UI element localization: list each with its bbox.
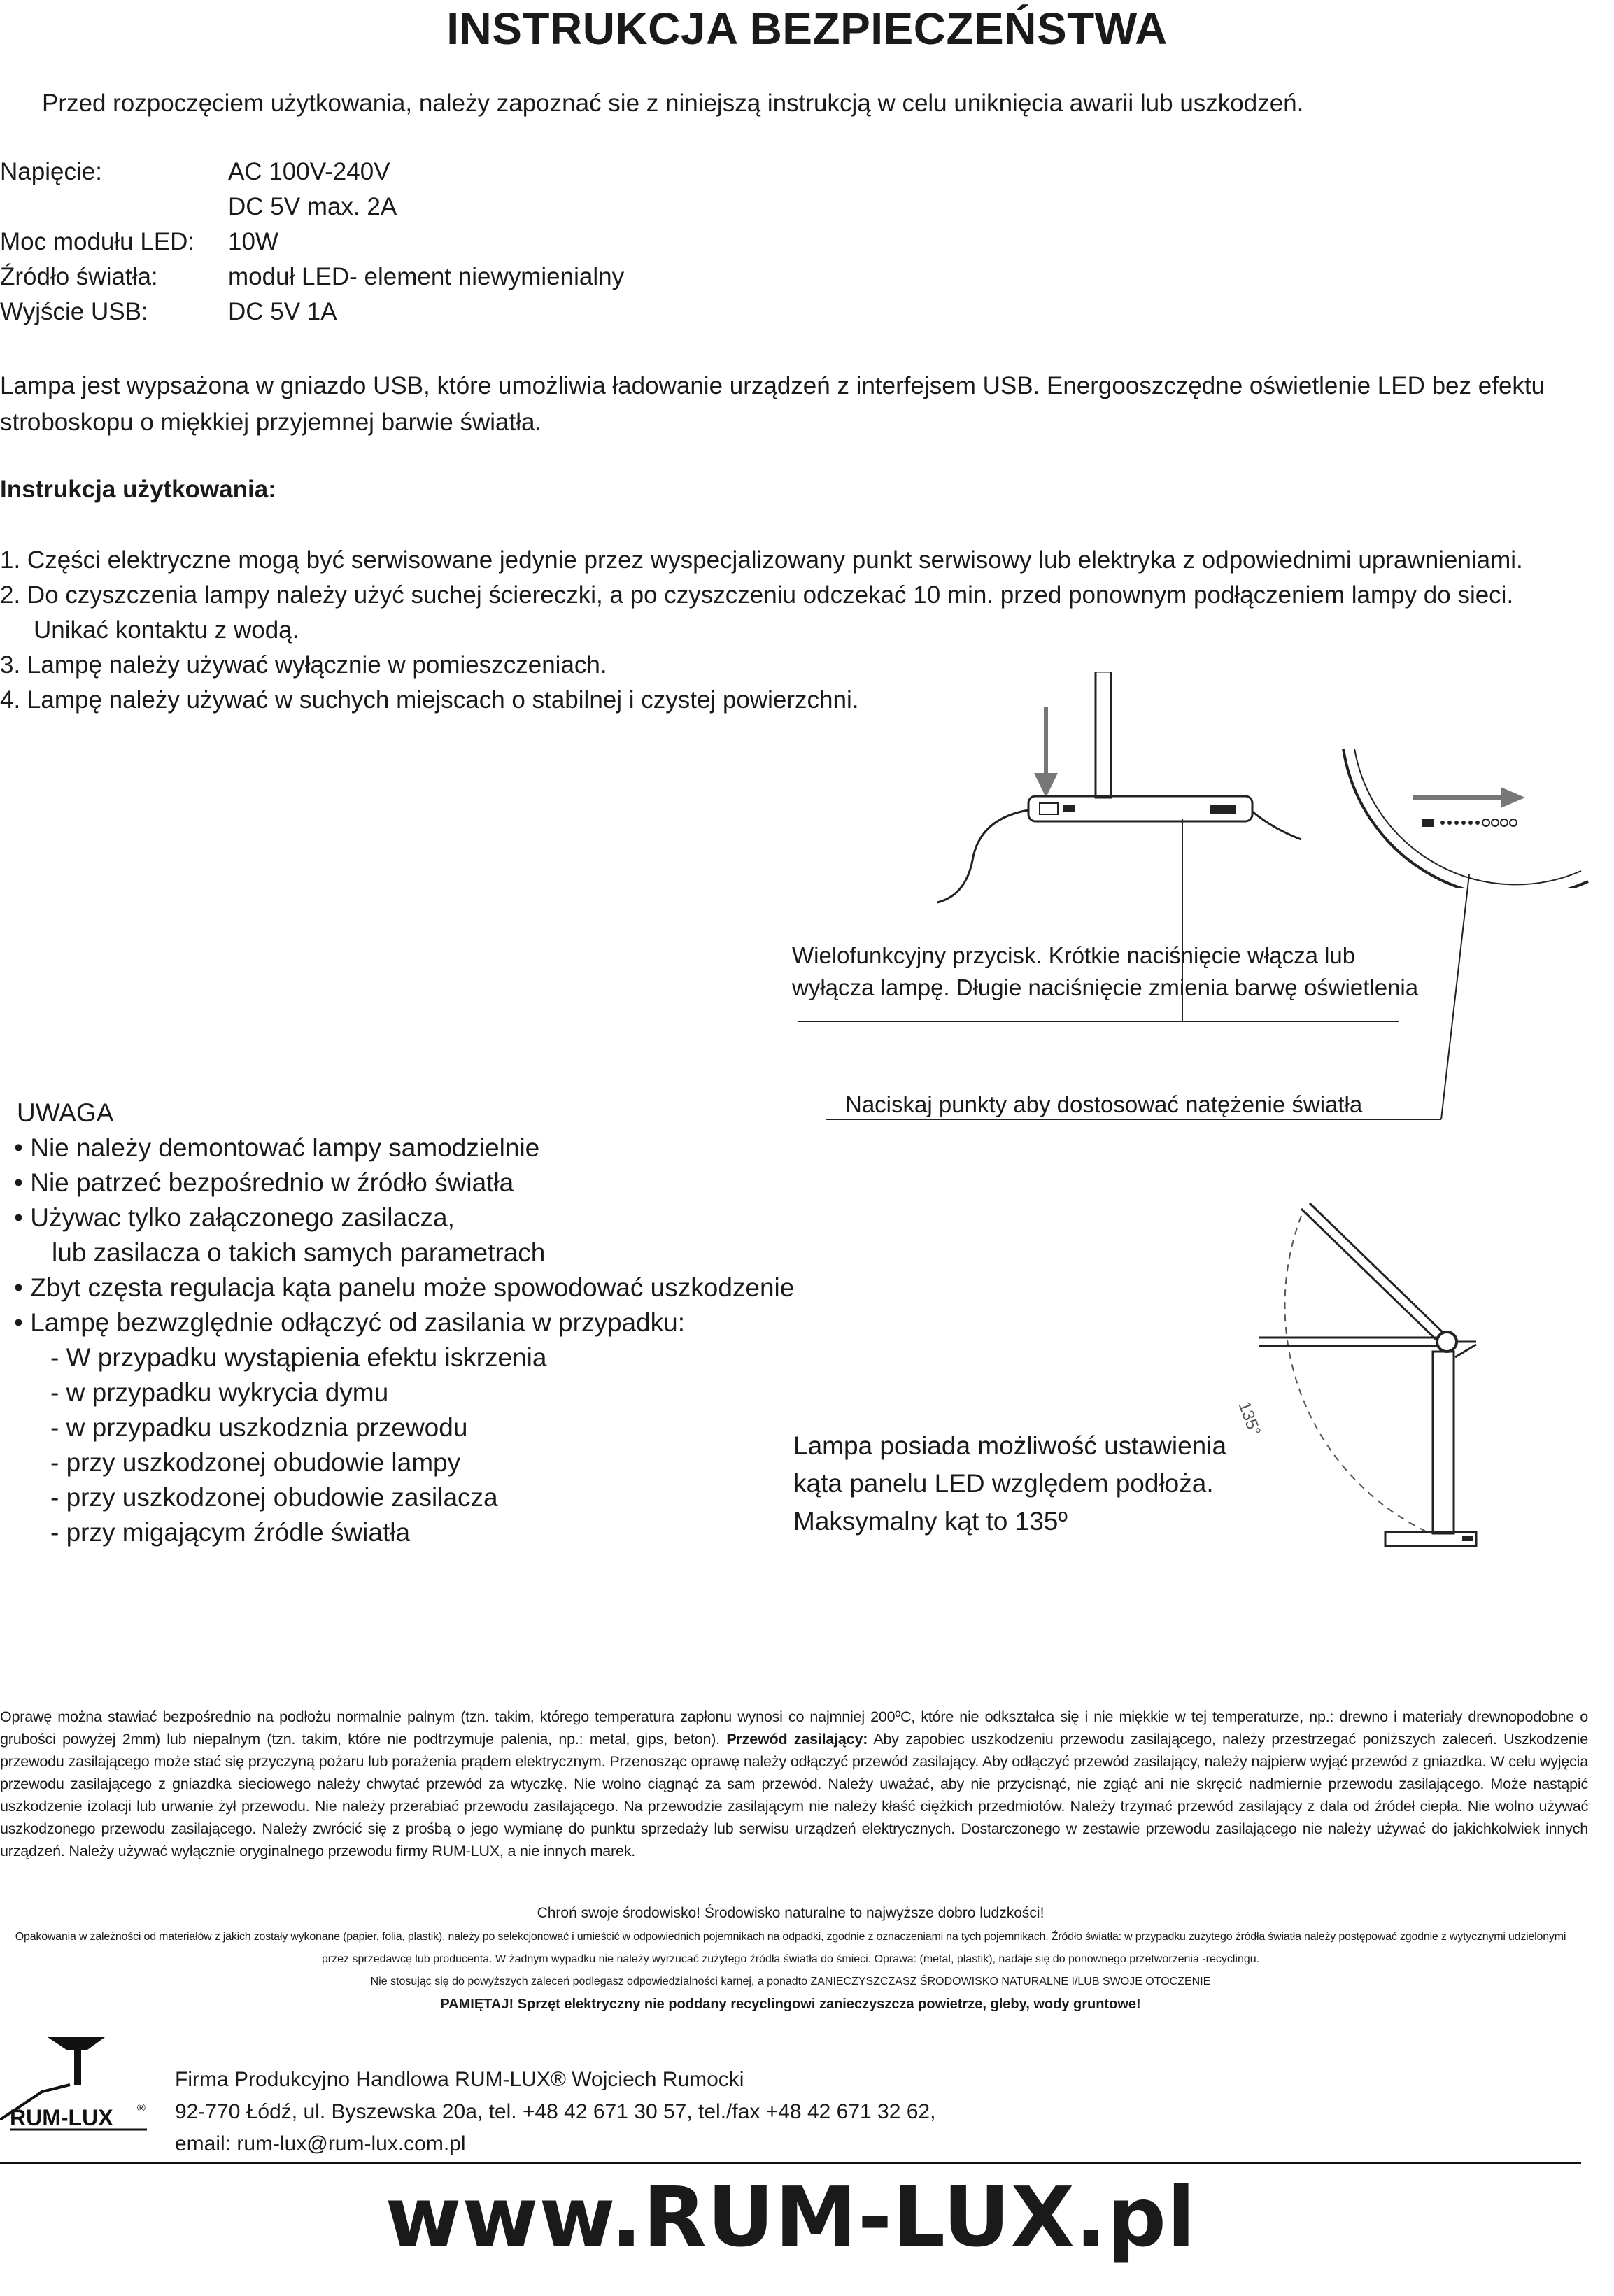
intro-text: Przed rozpoczęciem użytkowania, należy zapoznać sie z niniejszą instrukcją w celu uniknięcia awarii lub uszkodzeń. bbox=[42, 90, 1304, 117]
spec-value: DC 5V 1A bbox=[228, 298, 337, 325]
button-caption: Wielofunkcyjny przycisk. Krótkie naciśnięcie włącza lub bbox=[792, 942, 1356, 968]
fine-print-paragraph bbox=[0, 1706, 1588, 1862]
eco-text: Nie stosując się do powyższych zaleceń podlegasz odpowiedzialności karnej, a ponadto ZANIECZYSZCZASZ ŚRODOWISKO NATURALNE I/LUB SWOJE OTOCZENIE bbox=[370, 1976, 1211, 1987]
spec-value: moduł LED- element niewymienialny bbox=[228, 263, 625, 290]
warning-subitem: - w przypadku uszkodznia przewodu bbox=[50, 1413, 468, 1442]
usage-item: 4. Lampę należy używać w suchych miejscach o stabilnej i czystej powierzchni. bbox=[0, 686, 859, 714]
warning-subitem: - przy uszkodzonej obudowie zasilacza bbox=[50, 1483, 498, 1512]
angle-caption: kąta panelu LED względem podłoża. bbox=[793, 1469, 1214, 1498]
usage-item: Unikać kontaktu z wodą. bbox=[34, 616, 299, 644]
button-caption: wyłącza lampę. Długie naciśnięcie zmienia barwę oświetlenia bbox=[792, 975, 1419, 1000]
warning-item: lub zasilacza o takich samych parametrach bbox=[52, 1238, 546, 1267]
spec-label: Wyjście USB: bbox=[0, 298, 148, 325]
rum-lux-logo bbox=[0, 2036, 161, 2134]
warning-item: • Lampę bezwzględnie odłączyć od zasilania w przypadku: bbox=[14, 1308, 686, 1337]
warning-item: • Używac tylko załączonego zasilacza, bbox=[14, 1203, 455, 1232]
logo-text: RUM-LUX bbox=[10, 2105, 113, 2130]
eco-text: przez sprzedawcę lub producenta. W żadnym wypadku nie należy wyrzucać zużytego źródła światła do śmieci. Oprawa: (metal, plastik), nadaje się do ponownego przetworzenia -recyclingu. bbox=[321, 1953, 1260, 1965]
usage-item: 2. Do czyszczenia lampy należy użyć suchej ściereczki, a po czyszczeniu odczekać 10 min. przed ponownym podłączeniem lampy do sieci. bbox=[0, 581, 1514, 609]
usage-heading: Instrukcja użytkowania: bbox=[0, 476, 276, 503]
dots-caption: Naciskaj punkty aby dostosować natężenie światła bbox=[845, 1091, 1363, 1117]
eco-warning: PAMIĘTAJ! Sprzęt elektryczny nie poddany recyclingowi zanieczyszcza powietrze, gleby, wody gruntowe! bbox=[440, 1997, 1141, 2012]
usage-item: 1. Części elektryczne mogą być serwisowane jedynie przez wyspecjalizowany punkt serwisowy lub elektryka z odpowiednimi uprawnieniami. bbox=[0, 546, 1523, 574]
angle-label: 135° bbox=[1234, 1399, 1264, 1438]
spec-label: Napięcie: bbox=[0, 158, 102, 185]
angle-caption: Lampa posiada możliwość ustawienia bbox=[793, 1431, 1227, 1460]
footer-divider bbox=[0, 2162, 1581, 2164]
fine-print-text: Aby zapobiec uszkodzeniu przewodu zasilającego, należy przestrzegać poniższych zaleceń. Uszkodzenie przewodu zasilającego może stać się przyczyną pożaru lub porażenia prądem elektrycznym. Przenosząc oprawę należy odłączyć przewód zasilający. Aby odłączyć przewód zasilający, należy najpierw wyjąć przewód z gniazdka. W celu wyjęcia przewodu zasilającego z gniazdka sieciowego należy chwytać przewód za wtyczkę. Nie wolno ciągnąć za sam przewód. Należy uważać, aby nie przycisnąć, nie zgiąć ani nie skręcić nadmiernie przewodu zasilającego. Może nastąpić uszkodzenie izolacji lub urwanie żył przewodu. Nie należy przerabiać przewodu zasilającego. Na przewodzie zasilającym nie należy kłaść ciężkich przedmiotów. Należy trzymać przewód zasilający z dala od źródeł ciepła. Nie wolno używać uszkodzonego przewodu zasilającego. Należy zwrócić się z prośbą o jego wymianę do punktu sprzedaży lub serwisu urządzeń elektrycznych. Dostarczonego w zestawie przewodu zasilającego nie należy używać do jakichkolwiek innych urządzeń. Należy używać wyłącznie oryginalnego przewodu firmy RUM-LUX, a nie innych marek. bbox=[0, 1731, 1589, 1859]
svg-text:®: ® bbox=[137, 2102, 146, 2114]
warning-subitem: - przy uszkodzonej obudowie lampy bbox=[50, 1448, 461, 1477]
fine-print-bold: Przewód zasilający: bbox=[726, 1731, 868, 1748]
warning-heading: UWAGA bbox=[17, 1098, 114, 1127]
fine-print-text: Oprawę można stawiać bezpośrednio na podłożu normalnie palnym (tzn. takim, którego temperatura zapłonu wynosi co najmniej 200ºC, które nie odkształca się i nie miękkie w tej temperaturze, np.: drewno i materiały drewnopodobne o grubości powyżej 2mm) lub niepalnym (tzn. takim, które nie podtrzymuje palenia, np.: metal, gips, beton). bbox=[0, 1708, 1588, 1748]
warning-item: • Nie należy demontować lampy samodzielnie bbox=[14, 1133, 540, 1162]
company-name: Firma Produkcyjno Handlowa RUM-LUX® Wojciech Rumocki bbox=[175, 2068, 744, 2091]
warning-item: • Zbyt częsta regulacja kąta panelu może spowodować uszkodzenie bbox=[14, 1273, 795, 1302]
company-address: 92-770 Łódź, ul. Byszewska 20a, tel. +48 42 671 30 57, tel./fax +48 42 671 32 62, bbox=[175, 2100, 936, 2123]
warning-subitem: - W przypadku wystąpienia efektu iskrzenia bbox=[50, 1343, 547, 1372]
warning-subitem: - przy migającym źródle światła bbox=[50, 1518, 411, 1547]
spec-label: Moc modułu LED: bbox=[0, 228, 195, 255]
angle-caption: Maksymalny kąt to 135º bbox=[793, 1507, 1068, 1536]
lamp-angle-illustration bbox=[1245, 1196, 1483, 1567]
spec-label: Źródło światła: bbox=[0, 263, 158, 290]
warning-subitem: - w przypadku wykrycia dymu bbox=[50, 1378, 389, 1407]
spec-value: DC 5V max. 2A bbox=[228, 193, 397, 220]
spec-value: AC 100V-240V bbox=[228, 158, 390, 185]
website-link[interactable]: www.RUM-LUX.pl bbox=[385, 2169, 1196, 2265]
page-title: INSTRUKCJA BEZPIECZEŃSTWA bbox=[446, 3, 1168, 54]
eco-text: Opakowania w zależności od materiałów z jakich zostały wykonane (papier, folia, plastik), należy po selekcjonować i umieścić w odpowiednich pojemnikach na odpadki, zgodnie z oznaczeniami na tych pojemnikach. Źródło światła: w przypadku zużytego źródła światła należy postępować zgodnie z wytycznymi udzielonymi bbox=[15, 1931, 1566, 1943]
description: Lampa jest wypsażona w gniazdo USB, które umożliwia ładowanie urządzeń z interfejsem USB. Energooszczędne oświetlenie LED bez efektu stroboskopu o miękkiej przyjemnej barwie światła. bbox=[0, 372, 1545, 436]
warning-item: • Nie patrzeć bezpośrednio w źródło światła bbox=[14, 1168, 514, 1197]
company-email: email: rum-lux@rum-lux.com.pl bbox=[175, 2132, 466, 2155]
spec-value: 10W bbox=[228, 228, 278, 255]
eco-heading: Chroń swoje środowisko! Środowisko naturalne to najwyższe dobro ludzkości! bbox=[537, 1905, 1045, 1921]
usage-item: 3. Lampę należy używać wyłącznie w pomieszczeniach. bbox=[0, 651, 607, 679]
